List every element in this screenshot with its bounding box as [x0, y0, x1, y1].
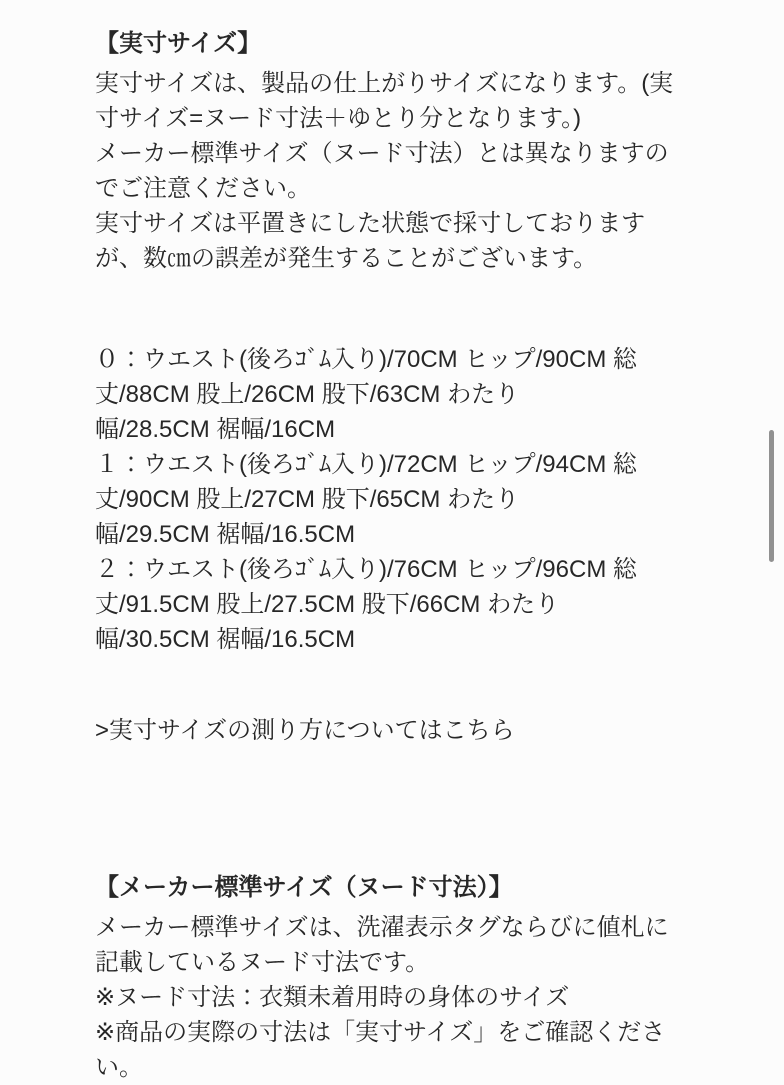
- size-entry-0: [95, 342, 715, 447]
- measure-guide-link[interactable]: >実寸サイズの測り方についてはこちら: [95, 717, 515, 744]
- size-1-measurements-line: 幅/29.5CM 裾幅/16.5CM: [95, 521, 356, 548]
- size-1-measurements-line: １：ウエスト(後ろｺﾞﾑ入り)/72CM ヒップ/94CM 総: [95, 451, 637, 478]
- size-entry-2: [95, 552, 715, 657]
- scrollbar-thumb[interactable]: [769, 430, 774, 562]
- actual-size-section: [95, 26, 715, 748]
- size-2-measurements-line: 幅/30.5CM 裾幅/16.5CM: [95, 626, 356, 653]
- size-2-measurements-line: ２：ウエスト(後ろｺﾞﾑ入り)/76CM ヒップ/96CM 総: [95, 556, 637, 583]
- maker-size-description-line: ※商品の実際の寸法は「実寸サイズ」をご確認くださ: [95, 1019, 666, 1046]
- maker-size-description-line: い。: [95, 1054, 143, 1081]
- actual-size-description-line: メーカー標準サイズ（ヌード寸法）とは異なりますの: [95, 140, 669, 167]
- size-measurements-list: [95, 342, 715, 657]
- actual-size-description-line: 実寸サイズは平置きにした状態で採寸しております: [95, 210, 646, 237]
- actual-size-description-line: 実寸サイズは、製品の仕上がりサイズになります。(実: [95, 70, 674, 97]
- actual-size-description-line: でご注意ください。: [95, 175, 311, 202]
- maker-size-description-line: ※ヌード寸法：衣類未着用時の身体のサイズ: [95, 984, 570, 1011]
- maker-size-title: 【メーカー標準サイズ（ヌード寸法）】: [95, 874, 513, 901]
- size-0-measurements-line: 丈/88CM 股上/26CM 股下/63CM わたり: [95, 381, 520, 408]
- size-entry-1: [95, 447, 715, 552]
- actual-size-description-line: が、数㎝の誤差が発生することがございます。: [95, 245, 598, 272]
- size-0-measurements-line: 幅/28.5CM 裾幅/16CM: [95, 416, 336, 443]
- actual-size-description-line: 寸サイズ=ヌード寸法＋ゆとり分となります。): [95, 105, 582, 132]
- maker-size-description-line: メーカー標準サイズは、洗濯表示タグならびに値札に: [95, 914, 669, 941]
- maker-size-section: [95, 870, 715, 1085]
- size-2-measurements-line: 丈/91.5CM 股上/27.5CM 股下/66CM わたり: [95, 591, 560, 618]
- maker-size-description-line: 記載しているヌード寸法です。: [95, 949, 430, 976]
- size-0-measurements-line: ０：ウエスト(後ろｺﾞﾑ入り)/70CM ヒップ/90CM 総: [95, 346, 637, 373]
- actual-size-title: 【実寸サイズ】: [95, 30, 262, 57]
- size-1-measurements-line: 丈/90CM 股上/27CM 股下/65CM わたり: [95, 486, 520, 513]
- size-description-content: [95, 0, 715, 1085]
